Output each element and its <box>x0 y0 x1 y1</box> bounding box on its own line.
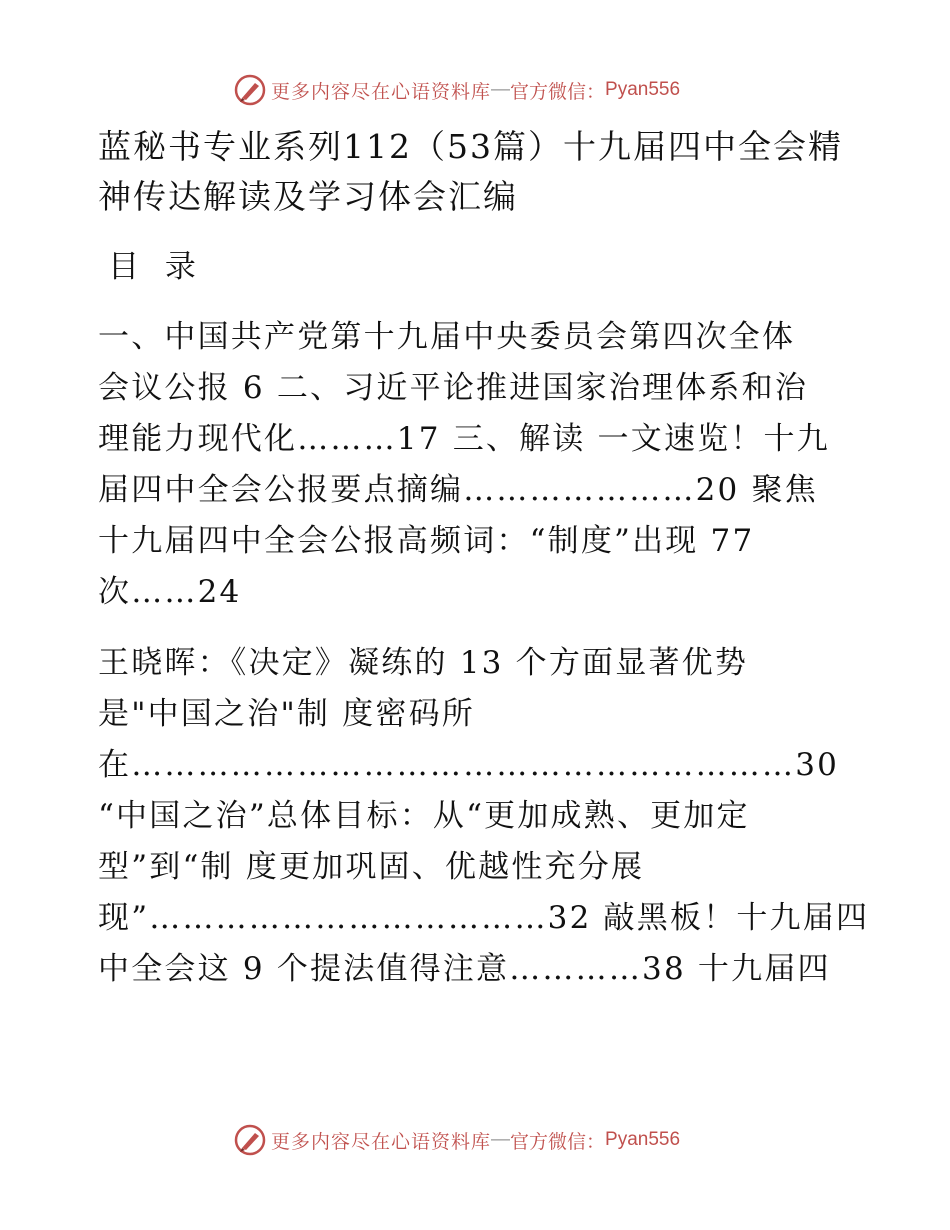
document-title <box>98 122 858 222</box>
document-body <box>98 122 870 1015</box>
title-line: 神传达解读及学习体会汇编 <box>98 177 518 216</box>
toc-line: 现”………………………………32 敲黑板！十九届四 <box>98 900 870 936</box>
banner-contact-label: 官方微信： <box>510 80 606 103</box>
footer-watermark-banner <box>233 1122 680 1158</box>
toc-paragraph <box>98 312 858 618</box>
toc-line: 理能力现代化………17 三、解读 一文速览！十九 <box>98 421 830 457</box>
toc-line: 十九届四中全会公报高频词：“制度”出现 77 <box>98 523 755 559</box>
toc-line: 会议公报 6 二、习近平论推进国家治理体系和治 <box>98 370 809 406</box>
pen-circle-logo-icon <box>233 1123 267 1157</box>
banner-separator: — <box>491 1129 511 1150</box>
banner-text: 更多内容尽在心语资料库 <box>271 1130 492 1153</box>
toc-line: 届四中全会公报要点摘编…………………20 聚焦 <box>98 472 818 508</box>
toc-line: 王晓晖：《决定》凝练的 13 个方面显著优势 <box>98 645 749 681</box>
toc-line: 中全会这 9 个提法值得注意…………38 十九届四 <box>98 951 831 987</box>
toc-line: “中国之治”总体目标：从“更加成熟、更加定 <box>98 798 750 834</box>
banner-contact-id: Pyan556 <box>605 1129 681 1150</box>
pen-circle-logo-icon <box>233 73 267 107</box>
title-line: 蓝秘书专业系列112（53篇）十九届四中全会精 <box>98 127 843 166</box>
toc-paragraph <box>98 638 870 995</box>
banner-contact-label: 官方微信： <box>510 1130 606 1153</box>
toc-line: 是"中国之治"制 度密码所 <box>98 696 475 732</box>
banner-text: 更多内容尽在心语资料库 <box>271 80 492 103</box>
toc-line: 在……………………………………………………30 <box>98 747 840 783</box>
toc-line: 次……24 <box>98 574 242 610</box>
banner-separator: — <box>491 79 511 100</box>
header-watermark-banner <box>233 72 680 108</box>
toc-line: 型”到“制 度更加巩固、优越性充分展 <box>98 849 645 885</box>
toc-line: 一、中国共产党第十九届中央委员会第四次全体 <box>98 319 796 355</box>
banner-contact-id: Pyan556 <box>605 79 681 100</box>
toc-heading: 目 录 <box>108 249 204 285</box>
